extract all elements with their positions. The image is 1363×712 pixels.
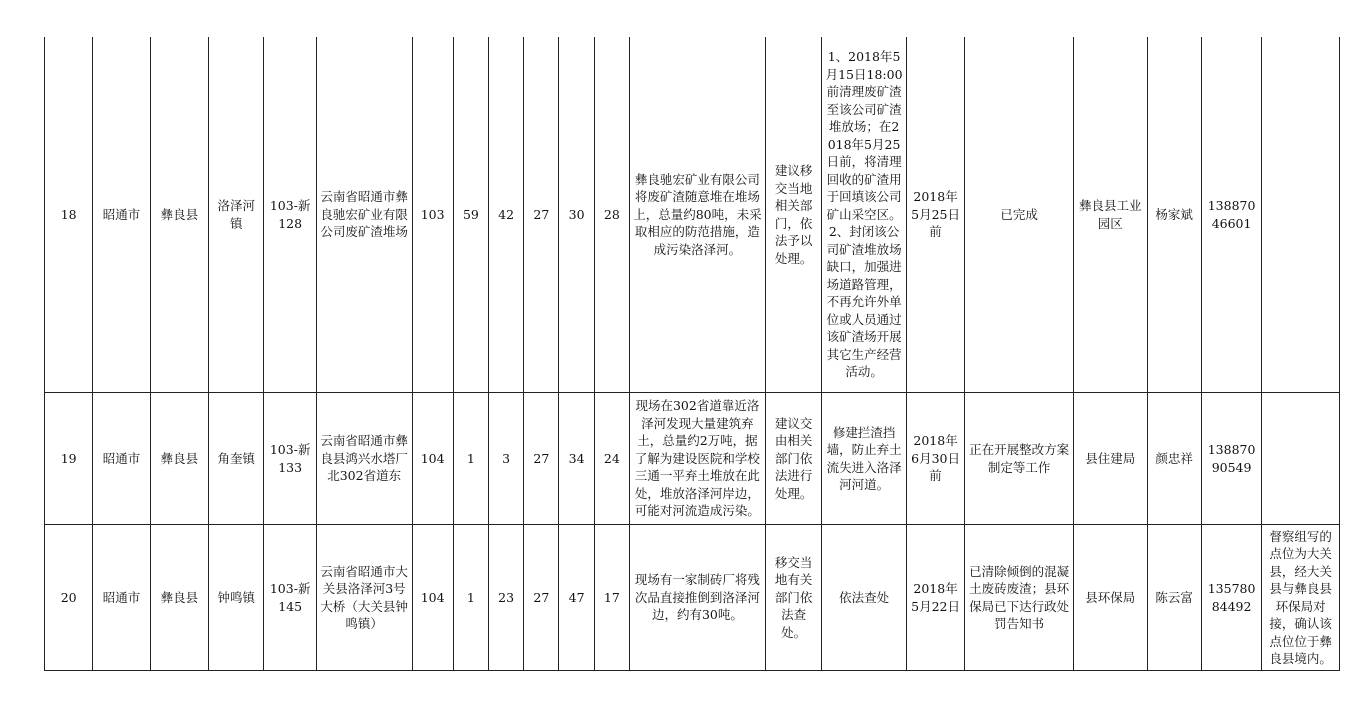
progress-cell: 正在开展整改方案制定等工作 xyxy=(965,393,1074,525)
rectification-table xyxy=(44,37,1340,671)
code-cell: 103-新128 xyxy=(264,37,316,393)
phone-cell: 13887046601 xyxy=(1201,37,1261,393)
coord-cell: 1 xyxy=(453,393,488,525)
person-cell: 陈云富 xyxy=(1147,525,1201,671)
deadline-cell: 2018年6月30日前 xyxy=(906,393,964,525)
deadline-cell: 2018年5月25日前 xyxy=(906,37,964,393)
progress-cell: 已完成 xyxy=(965,37,1074,393)
suggestion-cell: 建议移交当地相关部门，依法予以处理。 xyxy=(765,37,821,393)
coord-cell: 104 xyxy=(412,525,453,671)
person-cell: 颜忠祥 xyxy=(1147,393,1201,525)
measures-cell: 依法查处 xyxy=(822,525,907,671)
phone-cell: 13887090549 xyxy=(1201,393,1261,525)
coord-cell: 28 xyxy=(594,37,629,393)
coord-cell: 17 xyxy=(594,525,629,671)
remark-cell xyxy=(1262,393,1340,525)
problem-cell: 彝良驰宏矿业有限公司将废矿渣随意堆在堆场上，总量约80吨，未采取相应的防范措施，造成污染洛泽河。 xyxy=(629,37,765,393)
phone-cell: 13578084492 xyxy=(1201,525,1261,671)
coord-cell: 103 xyxy=(412,37,453,393)
city-cell: 昭通市 xyxy=(93,37,150,393)
coord-cell: 30 xyxy=(559,37,594,393)
town-cell: 钟鸣镇 xyxy=(209,525,264,671)
row-number: 20 xyxy=(45,525,93,671)
location-cell: 云南省昭通市大关县洛泽河3号大桥（大关县钟鸣镇） xyxy=(316,525,412,671)
suggestion-cell: 建议交由相关部门依法进行处理。 xyxy=(765,393,821,525)
coord-cell: 27 xyxy=(524,393,559,525)
code-cell: 103-新145 xyxy=(264,525,316,671)
county-cell: 彝良县 xyxy=(150,37,208,393)
coord-cell: 42 xyxy=(489,37,524,393)
table-row xyxy=(45,525,1340,671)
problem-cell: 现场在302省道靠近洛泽河发现大量建筑弃土，总量约2万吨，据了解为建设医院和学校三通一平弃土堆放在此处，堆放洛泽河岸边，可能对河流造成污染。 xyxy=(629,393,765,525)
coord-cell: 47 xyxy=(559,525,594,671)
coord-cell: 23 xyxy=(489,525,524,671)
location-cell: 云南省昭通市彝良县鸿兴水塔厂北302省道东 xyxy=(316,393,412,525)
table-row xyxy=(45,37,1340,393)
county-cell: 彝良县 xyxy=(150,393,208,525)
county-cell: 彝良县 xyxy=(150,525,208,671)
town-cell: 洛泽河镇 xyxy=(209,37,264,393)
problem-cell: 现场有一家制砖厂将残次品直接推倒到洛泽河边，约有30吨。 xyxy=(629,525,765,671)
coord-cell: 34 xyxy=(559,393,594,525)
coord-cell: 1 xyxy=(453,525,488,671)
person-cell: 杨家斌 xyxy=(1147,37,1201,393)
deadline-cell: 2018年5月22日 xyxy=(906,525,964,671)
town-cell: 角奎镇 xyxy=(209,393,264,525)
suggestion-cell: 移交当地有关部门依法查处。 xyxy=(765,525,821,671)
table-row xyxy=(45,393,1340,525)
remark-cell: 督察组写的点位为大关县，经大关县与彝良县环保局对接，确认该点位位于彝良县境内。 xyxy=(1262,525,1340,671)
coord-cell: 24 xyxy=(594,393,629,525)
dept-cell: 县住建局 xyxy=(1074,393,1148,525)
measures-cell: 1、2018年5月15日18:00前清理废矿渣至该公司矿渣堆放场；在2018年5月25日前，将清理回收的矿渣用于回填该公司矿山采空区。2、封闭该公司矿渣堆放场缺口，加强进场道路管理，不再允许外单位或人员通过该矿渣场开展其它生产经营活动。 xyxy=(822,37,907,393)
progress-cell: 已清除倾倒的混凝土废砖废渣；县环保局已下达行政处罚告知书 xyxy=(965,525,1074,671)
dept-cell: 县环保局 xyxy=(1074,525,1148,671)
location-cell: 云南省昭通市彝良驰宏矿业有限公司废矿渣堆场 xyxy=(316,37,412,393)
city-cell: 昭通市 xyxy=(93,525,150,671)
coord-cell: 59 xyxy=(453,37,488,393)
row-number: 19 xyxy=(45,393,93,525)
coord-cell: 104 xyxy=(412,393,453,525)
city-cell: 昭通市 xyxy=(93,393,150,525)
coord-cell: 27 xyxy=(524,525,559,671)
coord-cell: 3 xyxy=(489,393,524,525)
code-cell: 103-新133 xyxy=(264,393,316,525)
remark-cell xyxy=(1262,37,1340,393)
measures-cell: 修建拦渣挡墙，防止弃土流失进入洛泽河河道。 xyxy=(822,393,907,525)
coord-cell: 27 xyxy=(524,37,559,393)
dept-cell: 彝良县工业园区 xyxy=(1074,37,1148,393)
row-number: 18 xyxy=(45,37,93,393)
